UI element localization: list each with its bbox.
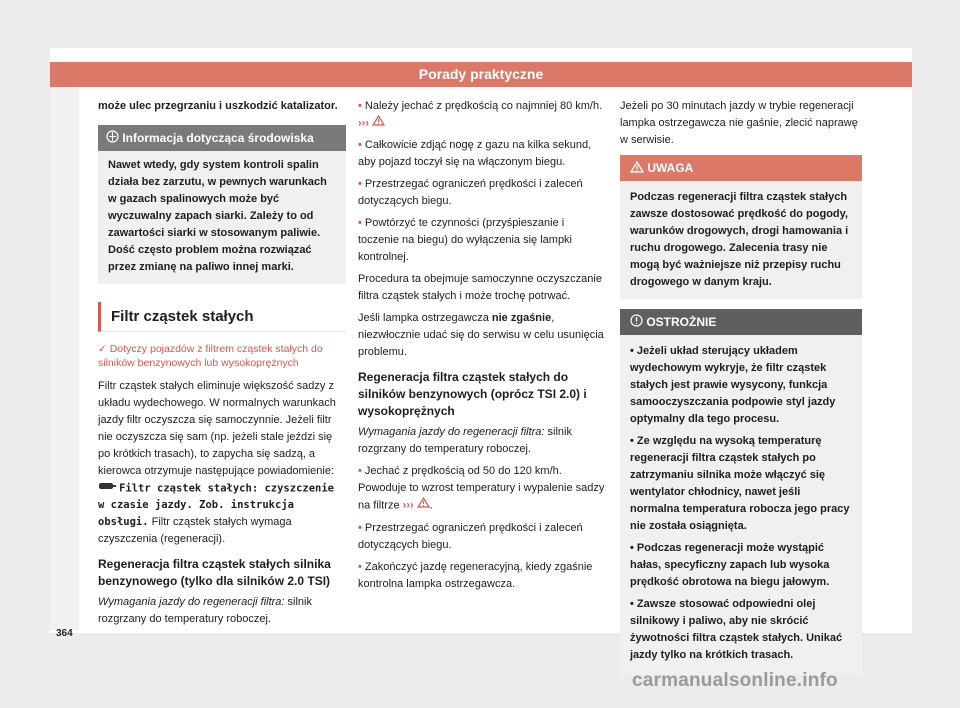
applicability-text: Dotyczy pojazdów z filtrem cząstek stałych do silników benzynowych lub wysokoprężnych <box>98 343 323 369</box>
column-1 <box>98 98 346 633</box>
warning-box-header <box>620 155 862 181</box>
dpf-description-a: Filtr cząstek stałych eliminuje większość sadzy z układu wydechowego. W normalnych warunkach jazdy filtr oczyszcza się samoczynnie. Jeżeli filtr nie oczyszcza się sam (np. jeżeli stale jeździ się po krótkich trasach), to zapycha się sadzą, a kierowca otrzymuje następujące powiadomienie: <box>98 380 336 477</box>
caution-item: • Zawsze stosować odpowiedni olej silnikowy i paliwo, aby nie skrócić żywotności filtra cząstek stałych. Unikać jazdy tylko na krótkich trasach. <box>630 596 852 664</box>
caution-box-title: OSTROŻNIE <box>646 315 717 329</box>
caution-item: • Podczas regeneracji może wystąpić hałas, specyficzny zapach lub wysoka prędkość obrotowa na biegu jałowym. <box>630 540 852 591</box>
service-note: Jeżeli po 30 minutach jazdy w trybie regeneracji lampka ostrzegawcza nie gaśnie, zlecić naprawę w serwisie. <box>620 100 858 146</box>
lamp-text-a: Jeśli lampka ostrzegawcza <box>358 312 489 325</box>
caution-item: • Jeżeli układ sterujący układem wydechowym wykryje, że filtr cząstek stałych jest prawie wysycony, funkcja samooczyszczania podpowie styl jazdy optymalny dla tego procesu. <box>630 343 852 428</box>
warning-icon <box>630 160 644 178</box>
step-limits: • Przestrzegać ograniczeń prędkości i zaleceń dotyczących biegu. <box>358 176 606 210</box>
dpf-description <box>98 378 346 548</box>
watermark: carmanualsonline.info <box>632 670 838 691</box>
lamp-text-bold: nie zgaśnie <box>491 312 552 325</box>
warning-box <box>620 155 862 299</box>
page-number: 364 <box>56 628 73 639</box>
caution-item: • Ze względu na wysoką temperaturę regeneracji filtra cząstek stałych po zatrzymaniu silnika może włączyć się wentylator chłodnicy, nawet jeśli normalna temperatura robocza jego pracy nie została osiągnięta. <box>630 433 852 535</box>
intro-text: może ulec przegrzaniu i uszkodzić katalizator. <box>98 100 338 112</box>
column-2 <box>358 98 606 598</box>
step-repeat: • Powtórzyć te czynności (przyśpieszanie i toczenie na biegu) do wyłączenia się lampki kontrolnej. <box>358 215 606 266</box>
warning-triangle-icon <box>372 115 385 132</box>
applicability-note <box>98 342 346 370</box>
environment-box-header <box>98 125 346 151</box>
heading-petrol-diesel: Regeneracja filtra cząstek stałych do silników benzynowych (oprócz TSI 2.0) i wysokoprężnych <box>358 370 587 419</box>
see-more-arrows[interactable]: ››› <box>358 117 369 130</box>
step-limits-2: • Przestrzegać ograniczeń prędkości i zaleceń dotyczących biegu. <box>358 520 606 554</box>
leaf-icon <box>106 130 119 148</box>
step-speed <box>358 98 606 132</box>
warning-box-title: UWAGA <box>647 161 694 175</box>
requirements-1-label: Wymagania jazdy do regeneracji filtra: <box>98 596 285 609</box>
step-coast: • Całkowicie zdjąć nogę z gazu na kilka sekund, aby pojazd toczył się na włączonym biegu. <box>358 137 606 171</box>
step-drive-range: • Jechać z prędkością od 50 do 120 km/h. Powoduje to wzrost temperatury i wypalenie sadzy na filtrze ››› . <box>358 463 606 514</box>
side-strip <box>50 87 79 630</box>
dpf-description-b: Filtr cząstek stałych wymaga czyszczenia (regeneracji). <box>98 516 292 546</box>
lamp-text-b: , niezwłocznie udać się do serwisu w celu usunięcia problemu. <box>358 312 604 359</box>
see-more-arrows-2[interactable]: ››› <box>402 499 414 512</box>
warning-triangle-icon-2 <box>417 497 430 514</box>
environment-box-text: Nawet wtedy, gdy system kontroli spalin działa bez zarzutu, w pewnych warunkach w gazach spalinowych może być wyczuwalny zapach siarki. Zależy to od zawartości siarki w stosowanym paliwie. Dość często problem można rozwiązać przez zmianę na paliwo innej marki. <box>108 159 327 273</box>
environment-box <box>98 125 346 284</box>
column-3 <box>620 98 862 675</box>
check-icon: ✓ <box>98 343 110 355</box>
environment-box-title: Informacja dotycząca środowiska <box>122 131 314 145</box>
info-circle-icon <box>630 314 643 332</box>
requirements-2-label: Wymagania jazdy do regeneracji filtra: <box>358 426 545 439</box>
caution-box <box>620 309 862 675</box>
heading-petrol-2-0-tsi: Regeneracja filtra cząstek stałych silnika benzynowego (tylko dla silników 2.0 TSI) <box>98 557 331 589</box>
step-drive-range-text: Jechać z prędkością od 50 do 120 km/h. Powoduje to wzrost temperatury i wypalenie sadzy na filtrze <box>358 465 605 512</box>
section-title: Filtr cząstek stałych <box>98 302 346 332</box>
step-speed-text: Należy jechać z prędkością co najmniej 80 km/h. <box>364 100 603 112</box>
requirements-1-text: silnik rozgrzany do temperatury roboczej. <box>98 596 312 626</box>
caution-box-body <box>620 335 862 675</box>
requirements-2 <box>358 424 606 458</box>
step-finish: • Zakończyć jazdę regeneracyjną, kiedy zgaśnie kontrolna lampka ostrzegawcza. <box>358 559 606 593</box>
dpf-warning-lamp-icon <box>98 480 116 497</box>
requirements-2-text: silnik rozgrzany do temperatury roboczej. <box>358 426 572 456</box>
requirements-1 <box>98 594 346 628</box>
procedure-text: Procedura ta obejmuje samoczynne oczyszczanie filtra cząstek stałych i może trochę potrwać. <box>358 273 602 303</box>
warning-box-text: Podczas regeneracji filtra cząstek stałych zawsze dostosować prędkość do pogody, warunków drogowych, drogi hamowania i ruchu drogowego. Zalecenia trasy nie mogą być ważniejsze niż przepisy ruchu drogowego w danym kraju. <box>630 191 849 288</box>
page-header: Porady praktyczne <box>50 62 912 87</box>
caution-box-header <box>620 309 862 335</box>
dpf-notification: Filtr cząstek stałych: czyszczenie w czasie jazdy. Zob. instrukcja obsługi. <box>98 482 334 529</box>
lamp-not-off-text <box>358 310 606 361</box>
